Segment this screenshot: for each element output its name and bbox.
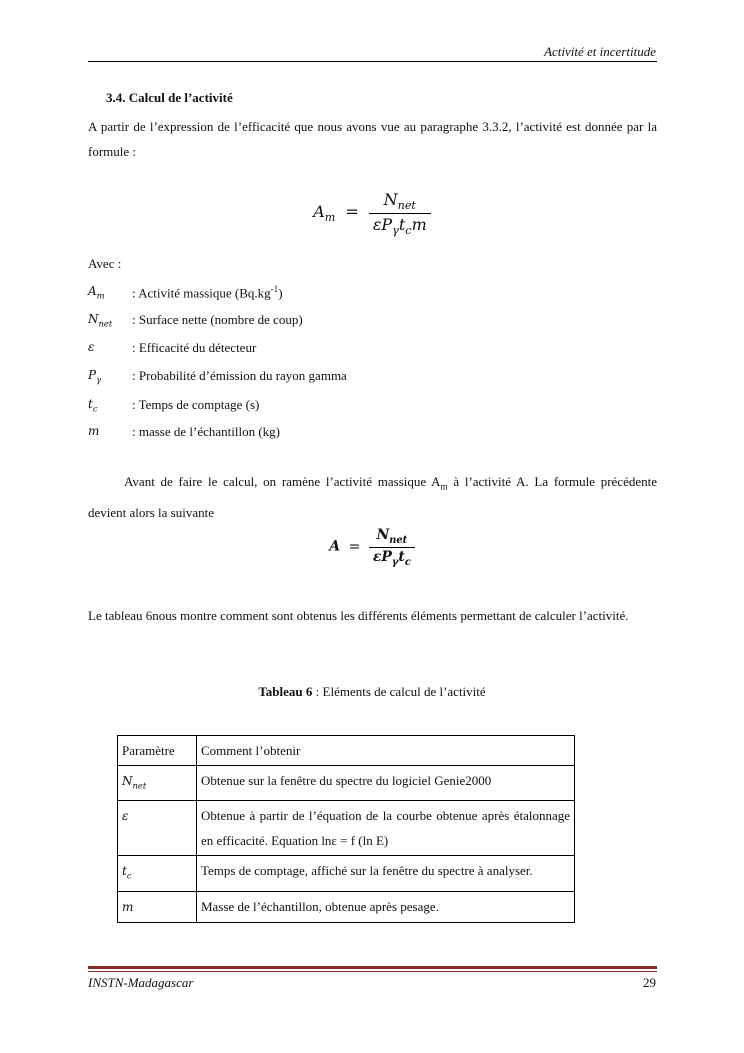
- avec-label: Avec :: [88, 256, 122, 271]
- eq2-numerator: $N_{net}$: [376, 527, 408, 546]
- definition-text: : Activité massique $(Bq.kg^{-1})$: [132, 284, 283, 301]
- table-header-cell: Paramètre: [118, 736, 197, 766]
- table-cell-param: $N_{net}$: [118, 766, 197, 801]
- definition-symbol: $N_{net}$: [88, 312, 113, 329]
- table-row: [118, 801, 575, 856]
- table-header-row: [118, 736, 575, 766]
- definition-text: : Temps de comptage (s): [132, 397, 260, 412]
- page-number: 29: [643, 975, 656, 990]
- eq1-denominator: $\varepsilon P_\gamma t_cm$: [369, 213, 431, 237]
- definition-symbol: m: [88, 424, 100, 438]
- eq2-denominator: $\varepsilon P_\gamma t_c$: [369, 547, 415, 568]
- definition-symbol: $A_m$: [88, 284, 105, 301]
- eq1-fraction: [369, 190, 431, 237]
- definition-text: : masse de l’échantillon (kg): [132, 424, 281, 439]
- definition-symbol: ε: [88, 340, 95, 354]
- definition-text: : Efficacité du détecteur: [132, 340, 257, 355]
- table-caption: Tableau 6 : Eléments de calcul de l’activité: [258, 684, 486, 699]
- table-cell-method: Obtenue à partir de l’équation de la courbe obtenue après étalonnage en efficacité. Equation lnε = f (ln E): [197, 801, 575, 856]
- equation-activity: [0, 527, 744, 568]
- eq2-equals: =: [348, 538, 361, 555]
- running-header: Activité et incertitude: [544, 44, 656, 59]
- eq1-lhs: $A_m$: [313, 202, 336, 225]
- footer-rule-thick: [88, 966, 657, 969]
- definition-text: : Probabilité d’émission du rayon gamma: [132, 368, 347, 383]
- definition-text: : Surface nette (nombre de coup): [132, 312, 303, 327]
- table-row: [118, 856, 575, 891]
- footer-institution: INSTN-Madagascar: [88, 975, 194, 990]
- table-cell-param: $t_c$: [118, 856, 197, 891]
- table-cell-method: Masse de l’échantillon, obtenue après pesage.: [197, 891, 575, 922]
- intro-paragraph: A partir de l’expression de l’efficacité que nous avons vue au paragraphe 3.3.2, l’activité est donnée par la formule :: [88, 119, 657, 159]
- table-cell-method: Temps de comptage, affiché sur la fenêtre du spectre à analyser.: [197, 856, 575, 891]
- definition-symbol: $P_\gamma$: [88, 368, 102, 385]
- conversion-paragraph: Avant de faire le calcul, on ramène l’activité massique $A_m$ à l’activité A. La formule précédente devient alors la suivante: [88, 474, 657, 520]
- table-intro-paragraph: Le tableau 6nous montre comment sont obtenus les différents éléments permettant de calculer l’activité.: [88, 608, 629, 623]
- eq2-fraction: [369, 527, 415, 568]
- definition-symbol: $t_c$: [88, 397, 98, 414]
- table-cell-method: Obtenue sur la fenêtre du spectre du logiciel Genie2000: [197, 766, 575, 801]
- table-cell-param: m: [118, 891, 197, 922]
- eq2-lhs: A: [329, 538, 341, 555]
- eq1-numerator: $N_{net}$: [383, 190, 416, 213]
- parameters-table: [117, 735, 575, 923]
- table-header-cell: Comment l’obtenir: [197, 736, 575, 766]
- section-title: 3.4. Calcul de l’activité: [106, 90, 233, 105]
- footer-rule-thin: [88, 971, 657, 972]
- header-rule: [88, 61, 657, 62]
- table-row: [118, 891, 575, 922]
- equation-activity-massique: [0, 190, 744, 237]
- table-cell-param: ε: [118, 801, 197, 856]
- eq1-equals: =: [345, 202, 359, 222]
- table-row: [118, 766, 575, 801]
